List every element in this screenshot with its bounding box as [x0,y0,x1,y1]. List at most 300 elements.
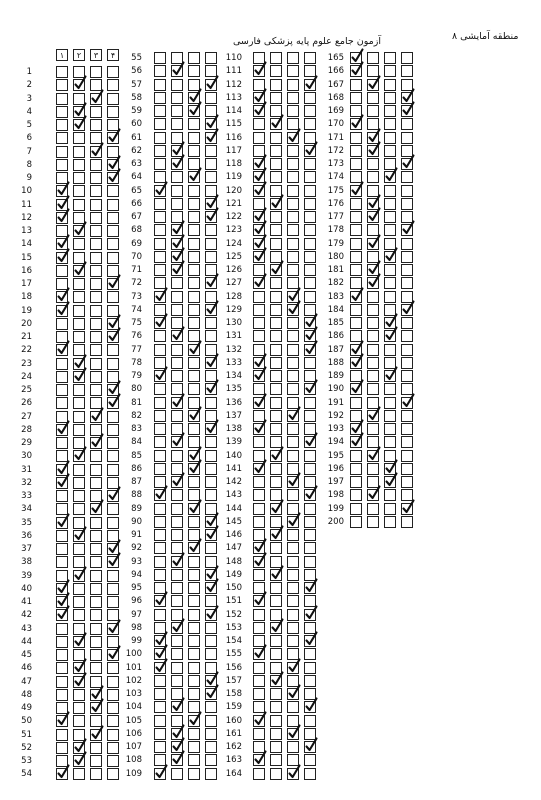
answer-box-q58-opt1[interactable] [154,92,166,104]
answer-box-q155-opt2[interactable] [270,648,282,660]
answer-box-q56-opt1[interactable] [154,65,166,77]
answer-box-q62-opt1[interactable] [154,145,166,157]
answer-box-q55-opt2[interactable] [171,52,183,64]
answer-box-q184-opt1[interactable] [350,304,362,316]
answer-box-q167-opt1[interactable] [350,79,362,91]
answer-box-q162-opt1[interactable] [253,741,265,753]
answer-box-q147-opt4[interactable] [304,542,316,554]
answer-box-q155-opt3[interactable] [287,648,299,660]
answer-box-q14-opt3[interactable] [90,238,102,250]
answer-box-q109-opt2[interactable] [171,768,183,780]
answer-box-q169-opt2[interactable] [367,105,379,117]
answer-box-q115-opt2[interactable] [270,118,282,130]
answer-box-q193-opt4[interactable] [401,423,413,435]
answer-box-q166-opt2[interactable] [367,65,379,77]
answer-box-q74-opt3[interactable] [188,304,200,316]
answer-box-q96-opt2[interactable] [171,595,183,607]
answer-box-q137-opt1[interactable] [253,410,265,422]
answer-box-q191-opt4[interactable] [401,397,413,409]
answer-box-q32-opt3[interactable] [90,477,102,489]
answer-box-q114-opt4[interactable] [304,105,316,117]
answer-box-q72-opt2[interactable] [171,277,183,289]
answer-box-q146-opt1[interactable] [253,529,265,541]
answer-box-q193-opt1[interactable] [350,423,362,435]
answer-box-q58-opt3[interactable] [188,92,200,104]
answer-box-q98-opt2[interactable] [171,622,183,634]
answer-box-q99-opt2[interactable] [171,635,183,647]
answer-box-q128-opt2[interactable] [270,291,282,303]
answer-box-q167-opt3[interactable] [384,79,396,91]
answer-box-q126-opt4[interactable] [304,264,316,276]
answer-box-q22-opt2[interactable] [73,344,85,356]
answer-box-q152-opt2[interactable] [270,609,282,621]
answer-box-q111-opt3[interactable] [287,65,299,77]
answer-box-q190-opt1[interactable] [350,383,362,395]
answer-box-q53-opt2[interactable] [73,755,85,767]
answer-box-q198-opt2[interactable] [367,489,379,501]
answer-box-q81-opt3[interactable] [188,397,200,409]
answer-box-q108-opt3[interactable] [188,754,200,766]
answer-box-q200-opt3[interactable] [384,516,396,528]
answer-box-q53-opt1[interactable] [56,755,68,767]
answer-box-q181-opt4[interactable] [401,264,413,276]
answer-box-q46-opt3[interactable] [90,662,102,674]
answer-box-q121-opt1[interactable] [253,198,265,210]
answer-box-q60-opt1[interactable] [154,118,166,130]
answer-box-q161-opt4[interactable] [304,728,316,740]
answer-box-q180-opt3[interactable] [384,251,396,263]
answer-box-q130-opt3[interactable] [287,317,299,329]
answer-box-q147-opt1[interactable] [253,542,265,554]
answer-box-q145-opt2[interactable] [270,516,282,528]
answer-box-q112-opt4[interactable] [304,79,316,91]
answer-box-q67-opt3[interactable] [188,211,200,223]
answer-box-q8-opt3[interactable] [90,159,102,171]
answer-box-q95-opt1[interactable] [154,582,166,594]
answer-box-q168-opt2[interactable] [367,92,379,104]
answer-box-q100-opt3[interactable] [188,648,200,660]
answer-box-q96-opt1[interactable] [154,595,166,607]
answer-box-q103-opt2[interactable] [171,688,183,700]
answer-box-q92-opt1[interactable] [154,542,166,554]
answer-box-q17-opt1[interactable] [56,278,68,290]
answer-box-q39-opt3[interactable] [90,570,102,582]
answer-box-q134-opt1[interactable] [253,370,265,382]
answer-box-q19-opt2[interactable] [73,305,85,317]
answer-box-q9-opt2[interactable] [73,172,85,184]
answer-box-q167-opt4[interactable] [401,79,413,91]
answer-box-q22-opt3[interactable] [90,344,102,356]
answer-box-q172-opt3[interactable] [384,145,396,157]
answer-box-q89-opt2[interactable] [171,503,183,515]
answer-box-q87-opt3[interactable] [188,476,200,488]
answer-box-q34-opt2[interactable] [73,503,85,515]
answer-box-q132-opt1[interactable] [253,344,265,356]
answer-box-q134-opt2[interactable] [270,370,282,382]
answer-box-q199-opt4[interactable] [401,503,413,515]
answer-box-q37-opt3[interactable] [90,543,102,555]
answer-box-q154-opt4[interactable] [304,635,316,647]
answer-box-q16-opt3[interactable] [90,265,102,277]
answer-box-q43-opt1[interactable] [56,623,68,635]
answer-box-q49-opt3[interactable] [90,702,102,714]
answer-box-q75-opt2[interactable] [171,317,183,329]
answer-box-q57-opt1[interactable] [154,79,166,91]
answer-box-q145-opt1[interactable] [253,516,265,528]
answer-box-q47-opt1[interactable] [56,676,68,688]
answer-box-q3-opt3[interactable] [90,93,102,105]
answer-box-q11-opt2[interactable] [73,199,85,211]
answer-box-q159-opt3[interactable] [287,701,299,713]
answer-box-q87-opt2[interactable] [171,476,183,488]
answer-box-q110-opt1[interactable] [253,52,265,64]
answer-box-q37-opt2[interactable] [73,543,85,555]
answer-box-q118-opt4[interactable] [304,158,316,170]
answer-box-q67-opt2[interactable] [171,211,183,223]
answer-box-q139-opt1[interactable] [253,436,265,448]
answer-box-q182-opt3[interactable] [384,277,396,289]
answer-box-q38-opt3[interactable] [90,556,102,568]
answer-box-q97-opt1[interactable] [154,609,166,621]
answer-box-q57-opt3[interactable] [188,79,200,91]
answer-box-q26-opt3[interactable] [90,397,102,409]
answer-box-q142-opt3[interactable] [287,476,299,488]
answer-box-q175-opt1[interactable] [350,185,362,197]
answer-box-q141-opt2[interactable] [270,463,282,475]
answer-box-q42-opt1[interactable] [56,609,68,621]
answer-box-q19-opt3[interactable] [90,305,102,317]
answer-box-q184-opt2[interactable] [367,304,379,316]
answer-box-q73-opt2[interactable] [171,291,183,303]
answer-box-q184-opt3[interactable] [384,304,396,316]
answer-box-q26-opt1[interactable] [56,397,68,409]
answer-box-q43-opt3[interactable] [90,623,102,635]
answer-box-q11-opt3[interactable] [90,199,102,211]
answer-box-q44-opt1[interactable] [56,636,68,648]
answer-box-q3-opt2[interactable] [73,93,85,105]
answer-box-q125-opt3[interactable] [287,251,299,263]
answer-box-q100-opt1[interactable] [154,648,166,660]
answer-box-q190-opt4[interactable] [401,383,413,395]
answer-box-q185-opt3[interactable] [384,317,396,329]
answer-box-q109-opt3[interactable] [188,768,200,780]
answer-box-q41-opt2[interactable] [73,596,85,608]
answer-box-q24-opt3[interactable] [90,371,102,383]
answer-box-q83-opt3[interactable] [188,423,200,435]
answer-box-q160-opt4[interactable] [304,715,316,727]
answer-box-q183-opt2[interactable] [367,291,379,303]
answer-box-q196-opt3[interactable] [384,463,396,475]
answer-box-q39-opt1[interactable] [56,570,68,582]
answer-box-q20-opt1[interactable] [56,318,68,330]
answer-box-q166-opt3[interactable] [384,65,396,77]
answer-box-q59-opt2[interactable] [171,105,183,117]
answer-box-q11-opt1[interactable] [56,199,68,211]
answer-box-q176-opt3[interactable] [384,198,396,210]
answer-box-q124-opt1[interactable] [253,238,265,250]
answer-box-q76-opt2[interactable] [171,330,183,342]
answer-box-q124-opt2[interactable] [270,238,282,250]
answer-box-q47-opt2[interactable] [73,676,85,688]
answer-box-q113-opt1[interactable] [253,92,265,104]
answer-box-q125-opt2[interactable] [270,251,282,263]
answer-box-q119-opt3[interactable] [287,171,299,183]
answer-box-q13-opt3[interactable] [90,225,102,237]
answer-box-q170-opt2[interactable] [367,118,379,130]
answer-box-q181-opt2[interactable] [367,264,379,276]
answer-box-q5-opt1[interactable] [56,119,68,131]
answer-box-q85-opt3[interactable] [188,450,200,462]
answer-box-q123-opt1[interactable] [253,224,265,236]
answer-box-q71-opt2[interactable] [171,264,183,276]
answer-box-q137-opt2[interactable] [270,410,282,422]
answer-box-q99-opt1[interactable] [154,635,166,647]
answer-box-q74-opt2[interactable] [171,304,183,316]
answer-box-q130-opt4[interactable] [304,317,316,329]
answer-box-q182-opt1[interactable] [350,277,362,289]
answer-box-q30-opt1[interactable] [56,450,68,462]
answer-box-q2-opt2[interactable] [73,79,85,91]
answer-box-q50-opt2[interactable] [73,715,85,727]
answer-box-q189-opt2[interactable] [367,370,379,382]
answer-box-q32-opt2[interactable] [73,477,85,489]
answer-box-q91-opt3[interactable] [188,529,200,541]
answer-box-q115-opt3[interactable] [287,118,299,130]
answer-box-q180-opt2[interactable] [367,251,379,263]
answer-box-q169-opt3[interactable] [384,105,396,117]
answer-box-q55-opt3[interactable] [188,52,200,64]
answer-box-q75-opt1[interactable] [154,317,166,329]
answer-box-q76-opt1[interactable] [154,330,166,342]
answer-box-q100-opt2[interactable] [171,648,183,660]
answer-box-q130-opt1[interactable] [253,317,265,329]
answer-box-q42-opt2[interactable] [73,609,85,621]
answer-box-q85-opt2[interactable] [171,450,183,462]
answer-box-q146-opt4[interactable] [304,529,316,541]
answer-box-q133-opt3[interactable] [287,357,299,369]
answer-box-q22-opt1[interactable] [56,344,68,356]
answer-box-q62-opt3[interactable] [188,145,200,157]
answer-box-q112-opt1[interactable] [253,79,265,91]
answer-box-q160-opt3[interactable] [287,715,299,727]
answer-box-q29-opt1[interactable] [56,437,68,449]
answer-box-q80-opt3[interactable] [188,383,200,395]
answer-box-q91-opt2[interactable] [171,529,183,541]
answer-box-q9-opt3[interactable] [90,172,102,184]
answer-box-q20-opt3[interactable] [90,318,102,330]
answer-box-q90-opt1[interactable] [154,516,166,528]
answer-box-q116-opt4[interactable] [304,132,316,144]
answer-box-q88-opt1[interactable] [154,489,166,501]
answer-box-q30-opt3[interactable] [90,450,102,462]
answer-box-q157-opt1[interactable] [253,675,265,687]
answer-box-q101-opt1[interactable] [154,662,166,674]
answer-box-q80-opt1[interactable] [154,383,166,395]
answer-box-q97-opt2[interactable] [171,609,183,621]
answer-box-q185-opt2[interactable] [367,317,379,329]
answer-box-q144-opt3[interactable] [287,503,299,515]
answer-box-q114-opt3[interactable] [287,105,299,117]
answer-box-q39-opt2[interactable] [73,570,85,582]
answer-box-q24-opt2[interactable] [73,371,85,383]
answer-box-q172-opt4[interactable] [401,145,413,157]
answer-box-q199-opt3[interactable] [384,503,396,515]
answer-box-q36-opt2[interactable] [73,530,85,542]
answer-box-q6-opt1[interactable] [56,132,68,144]
answer-box-q176-opt1[interactable] [350,198,362,210]
answer-box-q129-opt2[interactable] [270,304,282,316]
answer-box-q103-opt3[interactable] [188,688,200,700]
answer-box-q107-opt2[interactable] [171,741,183,753]
answer-box-q151-opt3[interactable] [287,595,299,607]
answer-box-q200-opt1[interactable] [350,516,362,528]
answer-box-q120-opt2[interactable] [270,185,282,197]
answer-box-q161-opt1[interactable] [253,728,265,740]
answer-box-q61-opt2[interactable] [171,132,183,144]
answer-box-q12-opt1[interactable] [56,212,68,224]
answer-box-q104-opt1[interactable] [154,701,166,713]
answer-box-q136-opt4[interactable] [304,397,316,409]
answer-box-q35-opt1[interactable] [56,517,68,529]
answer-box-q196-opt2[interactable] [367,463,379,475]
answer-box-q163-opt4[interactable] [304,754,316,766]
answer-box-q91-opt1[interactable] [154,529,166,541]
answer-box-q1-opt2[interactable] [73,66,85,78]
answer-box-q106-opt2[interactable] [171,728,183,740]
answer-box-q146-opt3[interactable] [287,529,299,541]
answer-box-q153-opt1[interactable] [253,622,265,634]
answer-box-q38-opt2[interactable] [73,556,85,568]
answer-box-q144-opt1[interactable] [253,503,265,515]
answer-box-q160-opt1[interactable] [253,715,265,727]
answer-box-q77-opt2[interactable] [171,344,183,356]
answer-box-q189-opt1[interactable] [350,370,362,382]
answer-box-q176-opt2[interactable] [367,198,379,210]
answer-box-q164-opt2[interactable] [270,768,282,780]
answer-box-q190-opt2[interactable] [367,383,379,395]
answer-box-q163-opt3[interactable] [287,754,299,766]
answer-box-q161-opt3[interactable] [287,728,299,740]
answer-box-q27-opt2[interactable] [73,411,85,423]
answer-box-q90-opt3[interactable] [188,516,200,528]
answer-box-q119-opt1[interactable] [253,171,265,183]
answer-box-q192-opt2[interactable] [367,410,379,422]
answer-box-q141-opt3[interactable] [287,463,299,475]
answer-box-q33-opt3[interactable] [90,490,102,502]
answer-box-q18-opt3[interactable] [90,291,102,303]
answer-box-q174-opt2[interactable] [367,171,379,183]
answer-box-q34-opt3[interactable] [90,503,102,515]
answer-box-q113-opt4[interactable] [304,92,316,104]
answer-box-q178-opt2[interactable] [367,224,379,236]
answer-box-q79-opt2[interactable] [171,370,183,382]
answer-box-q164-opt4[interactable] [304,768,316,780]
answer-box-q97-opt3[interactable] [188,609,200,621]
answer-box-q21-opt2[interactable] [73,331,85,343]
answer-box-q73-opt1[interactable] [154,291,166,303]
answer-box-q111-opt4[interactable] [304,65,316,77]
answer-box-q194-opt2[interactable] [367,436,379,448]
answer-box-q194-opt1[interactable] [350,436,362,448]
answer-box-q56-opt3[interactable] [188,65,200,77]
answer-box-q186-opt3[interactable] [384,330,396,342]
answer-box-q111-opt1[interactable] [253,65,265,77]
answer-box-q168-opt4[interactable] [401,92,413,104]
answer-box-q20-opt2[interactable] [73,318,85,330]
answer-box-q52-opt3[interactable] [90,742,102,754]
answer-box-q191-opt2[interactable] [367,397,379,409]
answer-box-q66-opt2[interactable] [171,198,183,210]
answer-box-q25-opt1[interactable] [56,384,68,396]
answer-box-q149-opt1[interactable] [253,569,265,581]
answer-box-q93-opt3[interactable] [188,556,200,568]
answer-box-q200-opt4[interactable] [401,516,413,528]
answer-box-q88-opt3[interactable] [188,489,200,501]
answer-box-q195-opt1[interactable] [350,450,362,462]
answer-box-q131-opt2[interactable] [270,330,282,342]
answer-box-q192-opt1[interactable] [350,410,362,422]
answer-box-q191-opt3[interactable] [384,397,396,409]
answer-box-q126-opt2[interactable] [270,264,282,276]
answer-box-q148-opt4[interactable] [304,556,316,568]
answer-box-q112-opt2[interactable] [270,79,282,91]
answer-box-q128-opt3[interactable] [287,291,299,303]
answer-box-q95-opt2[interactable] [171,582,183,594]
answer-box-q38-opt1[interactable] [56,556,68,568]
answer-box-q177-opt1[interactable] [350,211,362,223]
answer-box-q40-opt3[interactable] [90,583,102,595]
answer-box-q197-opt1[interactable] [350,476,362,488]
answer-box-q162-opt3[interactable] [287,741,299,753]
answer-box-q51-opt2[interactable] [73,729,85,741]
answer-box-q152-opt1[interactable] [253,609,265,621]
answer-box-q180-opt1[interactable] [350,251,362,263]
answer-box-q129-opt1[interactable] [253,304,265,316]
answer-box-q41-opt3[interactable] [90,596,102,608]
answer-box-q69-opt2[interactable] [171,238,183,250]
answer-box-q40-opt2[interactable] [73,583,85,595]
answer-box-q132-opt4[interactable] [304,344,316,356]
answer-box-q149-opt2[interactable] [270,569,282,581]
answer-box-q140-opt4[interactable] [304,450,316,462]
answer-box-q142-opt4[interactable] [304,476,316,488]
answer-box-q127-opt2[interactable] [270,277,282,289]
answer-box-q113-opt3[interactable] [287,92,299,104]
answer-box-q74-opt1[interactable] [154,304,166,316]
answer-box-q145-opt4[interactable] [304,516,316,528]
answer-box-q124-opt4[interactable] [304,238,316,250]
answer-box-q92-opt3[interactable] [188,542,200,554]
answer-box-q1-opt1[interactable] [56,66,68,78]
answer-box-q165-opt3[interactable] [384,52,396,64]
answer-box-q45-opt3[interactable] [90,649,102,661]
answer-box-q130-opt2[interactable] [270,317,282,329]
answer-box-q27-opt3[interactable] [90,411,102,423]
answer-box-q131-opt3[interactable] [287,330,299,342]
answer-box-q127-opt1[interactable] [253,277,265,289]
answer-box-q118-opt1[interactable] [253,158,265,170]
answer-box-q108-opt1[interactable] [154,754,166,766]
answer-box-q164-opt3[interactable] [287,768,299,780]
answer-box-q87-opt1[interactable] [154,476,166,488]
answer-box-q35-opt2[interactable] [73,517,85,529]
answer-box-q133-opt1[interactable] [253,357,265,369]
answer-box-q6-opt3[interactable] [90,132,102,144]
answer-box-q126-opt1[interactable] [253,264,265,276]
answer-box-q48-opt1[interactable] [56,689,68,701]
answer-box-q71-opt1[interactable] [154,264,166,276]
answer-box-q193-opt3[interactable] [384,423,396,435]
